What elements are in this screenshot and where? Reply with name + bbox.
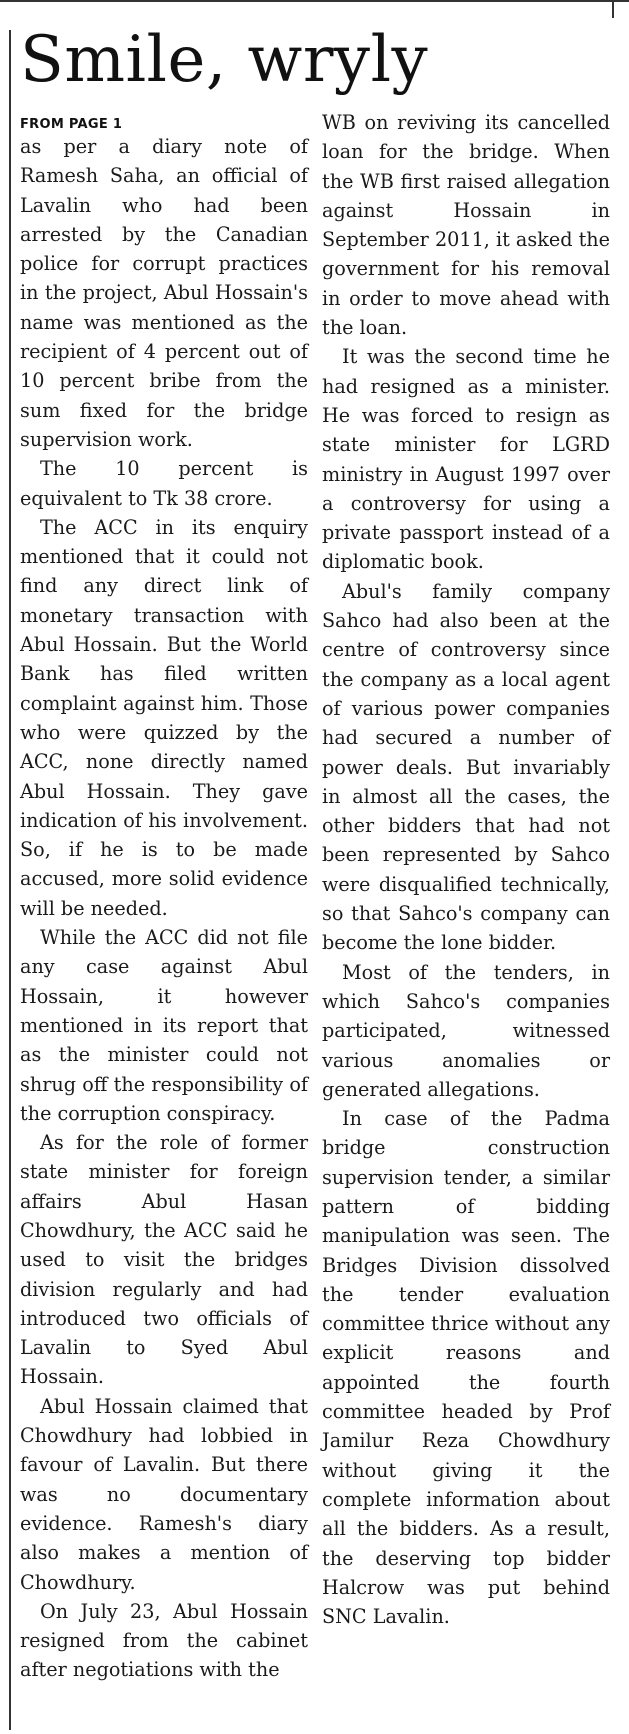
- kicker: FROM PAGE 1: [20, 117, 123, 132]
- paragraph: The 10 percent is equivalent to Tk 38 crore.: [20, 457, 308, 510]
- corner-rule: [612, 0, 614, 18]
- headline: Smile, wryly: [20, 23, 429, 97]
- column-rule: [9, 30, 11, 1730]
- article-column-left: [20, 118, 308, 1685]
- paragraph: as per a diary note of Ramesh Saha, an official of Lavalin who had been arrested by the Canadian police for corrupt practices in the project, Abul Hossain's name was mentioned as the recipient of 4 percent out of 10 percent bribe from the sum fixed for the bridge supervision work.: [20, 135, 308, 451]
- paragraph: WB on reviving its cancelled loan for the bridge. When the WB first raised allegation against Hossain in September 2011, it asked the government for his removal in order to move ahead with the loan.: [322, 111, 610, 340]
- paragraph: Abul Hossain claimed that Chowdhury had lobbied in favour of Lavalin. But there was no documentary evidence. Ramesh's diary also makes a mention of Chowdhury.: [20, 1394, 308, 1594]
- paragraph: The ACC in its enquiry mentioned that it could not find any direct link of monetary transaction with Abul Hossain. But the World Bank has filed written complaint against him. Those who were quizzed by the ACC, none directly named Abul Hossain. They gave indication of his involvement. So, if he is to be made accused, more solid evidence will be needed.: [20, 515, 308, 920]
- paragraph: As for the role of former state minister for foreign affairs Abul Hasan Chowdhury, the ACC said he used to visit the bridges division regularly and had introduced two officials of Lavalin to Syed Abul Hossain.: [20, 1131, 308, 1389]
- paragraph: In case of the Padma bridge construction supervision tender, a similar pattern of bidding manipulation was seen. The Bridges Division dissolved the tender evaluation committee thrice without any explicit reasons and appointed the fourth committee headed by Prof Jamilur Reza Chowdhury without giving it the complete information about all the bidders. As a result, the deserving top bidder Halcrow was put behind SNC Lavalin.: [322, 1107, 610, 1629]
- paragraph: It was the second time he had resigned as a minister. He was forced to resign as state minister for LGRD ministry in August 1997 over a controversy for using a private passport instead of a diplomatic book.: [322, 345, 610, 574]
- top-rule: [0, 0, 629, 14]
- article-column-right: [322, 108, 610, 1631]
- paragraph: Abul's family company Sahco had also been at the centre of controversy since the company as a local agent of various power companies had secured a number of power deals. But invariably in almost all the cases, the other bidders that had not been represented by Sahco were disqualified technically, so that Sahco's company can become the lone bidder.: [322, 579, 610, 955]
- paragraph: Most of the tenders, in which Sahco's companies participated, witnessed various anomalies or generated allegations.: [322, 960, 610, 1101]
- paragraph: On July 23, Abul Hossain resigned from the cabinet after negotiations with the: [20, 1599, 308, 1682]
- paragraph: While the ACC did not file any case against Abul Hossain, it however mentioned in its report that as the minister could not shrug off the responsibility of the corruption conspiracy.: [20, 926, 308, 1125]
